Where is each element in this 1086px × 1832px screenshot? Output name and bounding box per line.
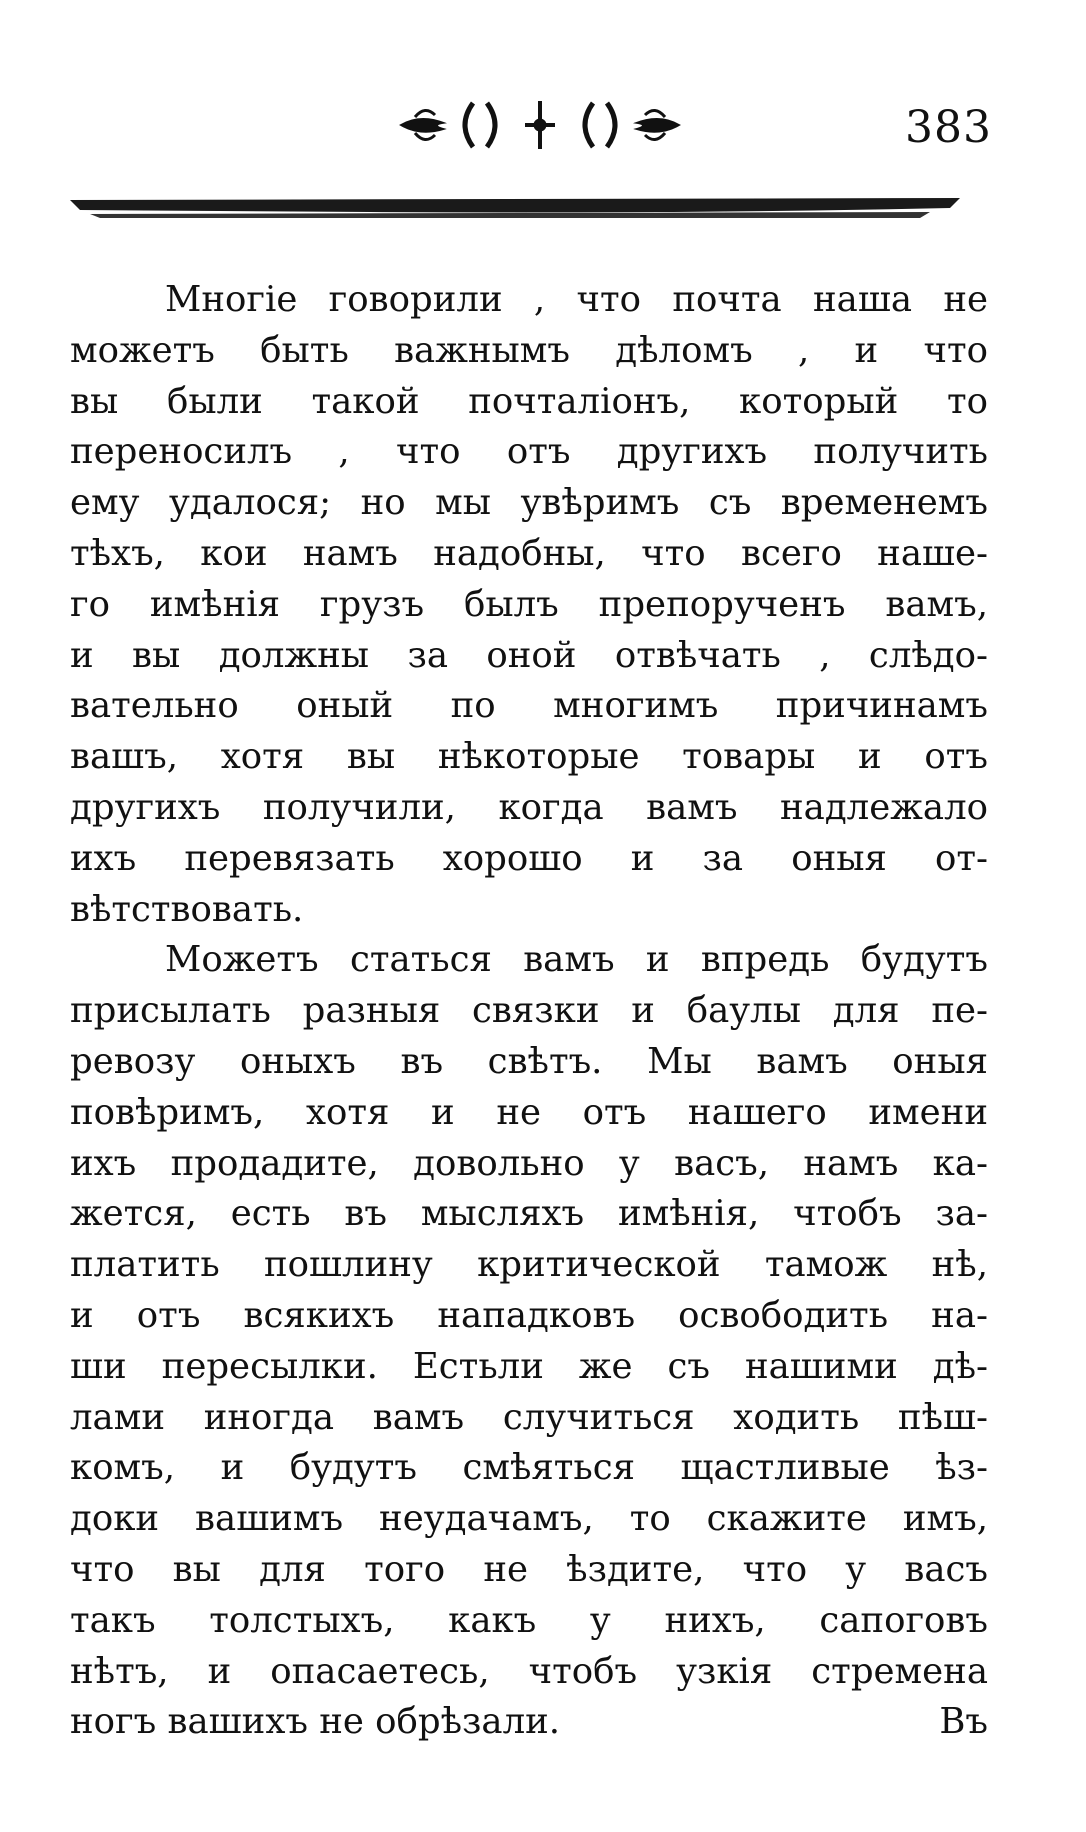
text-line: платить пошлину критической тамож нѣ, — [70, 1244, 988, 1286]
text-line: такъ толстыхъ, какъ у нихъ, сапоговъ — [70, 1599, 988, 1641]
text-line: Можетъ статься вамъ и впредь будутъ — [165, 939, 988, 981]
paragraph — [70, 935, 988, 1748]
text-line: тѣхъ, кои намъ надобны, что всего наше- — [70, 532, 988, 574]
text-line: ногъ вашихъ не обрѣзали. — [70, 1701, 561, 1743]
text-line: что вы для того не ѣздите, что у васъ — [70, 1548, 988, 1590]
text-line: ихъ перевязать хорошо и за оныя от- — [70, 837, 988, 879]
text-line: вѣтствовать. — [70, 888, 304, 930]
text-line: комъ, и будутъ смѣяться щастливые ѣз- — [70, 1447, 988, 1489]
text-line: лами иногда вамъ случиться ходить пѣш- — [70, 1396, 988, 1438]
text-line: доки вашимъ неудачамъ, то скажите имъ, — [70, 1498, 988, 1540]
text-line: жется, есть въ мысляхъ имѣнія, чтобъ за- — [70, 1193, 988, 1235]
text-line: другихъ получили, когда вамъ надлежало — [70, 786, 988, 828]
text-line: го имѣнія грузъ былъ препорученъ вамъ, — [70, 583, 988, 625]
text-line: вы были такой почталіонъ, который то — [70, 380, 988, 422]
text-line: ревозу оныхъ въ свѣтъ. Мы вамъ оныя — [70, 1040, 988, 1082]
header-rule — [70, 196, 960, 226]
text-line: Многіе говорили , что почта наша не — [165, 279, 988, 320]
text-line: ему удалося; но мы увѣримъ съ временемъ — [70, 482, 988, 524]
floral-ornament-icon — [395, 95, 685, 155]
text-line: ихъ продадите, довольно у васъ, намъ ка- — [70, 1142, 988, 1184]
text-line: переносилъ , что отъ другихъ получить — [70, 431, 988, 473]
text-line: повѣримъ, хотя и не отъ нашего имени — [70, 1091, 988, 1133]
page-number: 383 — [905, 102, 992, 153]
text-line: нѣтъ, и опасаетесь, чтобъ узкія стремена — [70, 1650, 988, 1692]
catchword: Въ — [939, 1701, 988, 1743]
text-line: присылать разныя связки и баулы для пе- — [70, 990, 988, 1032]
body-text — [70, 275, 988, 1748]
last-line — [70, 1697, 988, 1748]
paragraph — [70, 275, 988, 935]
text-line: вательно оный по многимъ причинамъ — [70, 685, 988, 727]
text-line: и вы должны за оной отвѣчать , слѣдо- — [70, 634, 988, 676]
text-line: вашъ, хотя вы нѣкоторые товары и отъ — [70, 736, 988, 778]
text-line: ши пересылки. Естьли же съ нашими дѣ- — [70, 1345, 988, 1387]
text-line: и отъ всякихъ нападковъ освободить на- — [70, 1294, 988, 1336]
text-line: можетъ быть важнымъ дѣломъ , и что — [70, 329, 988, 371]
